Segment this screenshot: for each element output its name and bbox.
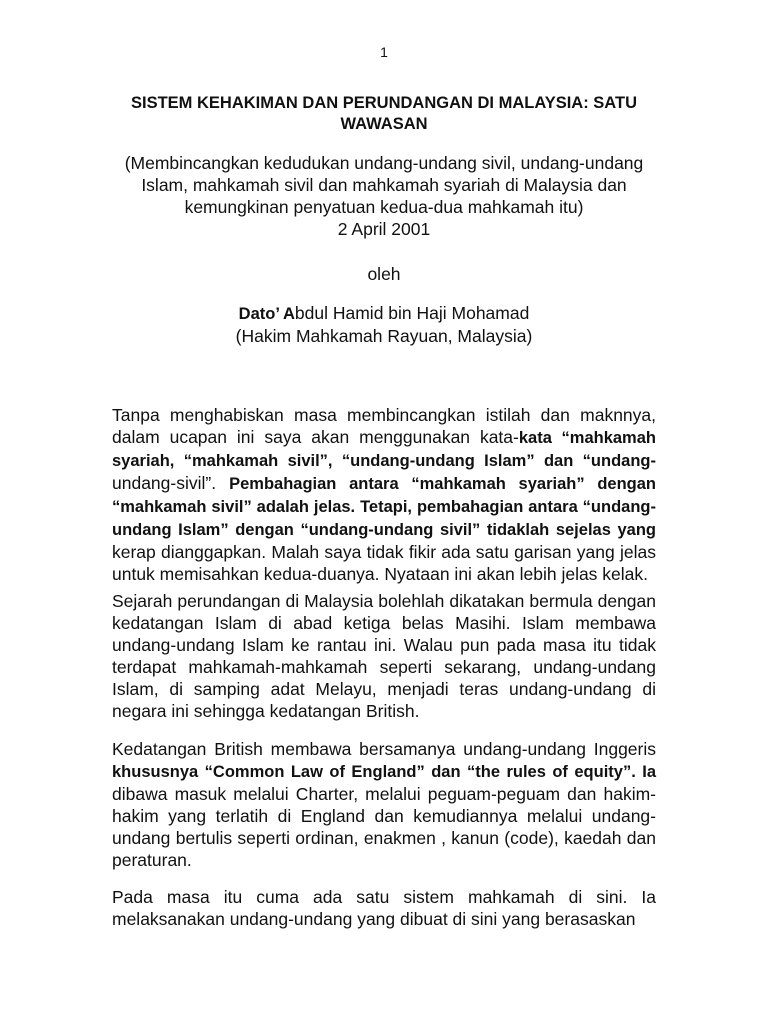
by-label: oleh <box>367 264 401 284</box>
bold-text: khususnya “Common Law of England” dan “the rules of equity”. Ia <box>112 763 656 781</box>
author-block <box>90 302 678 347</box>
author-name-rest: bdul Hamid bin Haji Mohamad <box>294 303 530 323</box>
page-number: 1 <box>380 44 388 60</box>
text-span: undang-sivil”. <box>112 473 230 493</box>
paragraph-1 <box>112 404 656 585</box>
document-subtitle <box>90 152 678 240</box>
bold-text: kata “mahkamah syariah, “mahkamah sivil”, “undang-undang Islam” dan “undang- <box>112 429 656 470</box>
author-name <box>90 302 678 325</box>
paragraph-4: Pada masa itu cuma ada satu sistem mahkamah di sini. Ia melaksanakan undang-undang yang dibuat di sini yang berasaskan <box>112 887 656 929</box>
bold-text: Pembahagian antara “mahkamah syariah” dengan “mahkamah sivil” adalah jelas. Tetapi, pembahagian antara “undang-undang Islam” dengan “undang-undang sivil” tidaklah sejelas yang <box>112 475 656 539</box>
document-title: SISTEM KEHAKIMAN DAN PERUNDANGAN DI MALAYSIA: SATU WAWASAN <box>130 94 637 133</box>
paragraph-2: Sejarah perundangan di Malaysia bolehlah dikatakan bermula dengan kedatangan Islam di abad ketiga belas Masihi. Islam membawa undang-undang Islam ke rantau ini. Walau pun pada masa itu tidak terdapat mahkamah-mahkamah seperti sekarang, undang-undang Islam, di samping adat Melayu, menjadi teras undang-undang di negara ini sehingga kedatangan British. <box>112 591 656 721</box>
subtitle-line: (Membincangkan kedudukan undang-undang sivil, undang-undang <box>124 153 644 173</box>
subtitle-line: Islam, mahkamah sivil dan mahkamah syariah di Malaysia dan <box>141 175 627 195</box>
author-position: (Hakim Mahkamah Rayuan, Malaysia) <box>235 326 533 346</box>
text-span: kerap dianggapkan. Malah saya tidak fikir ada satu garisan yang jelas untuk memisahkan kedua-duanya. Nyataan ini akan lebih jelas kelak. <box>112 542 656 584</box>
subtitle-line: kemungkinan penyatuan kedua-dua mahkamah itu) <box>184 197 584 217</box>
document-date: 2 April 2001 <box>337 219 431 239</box>
text-span: Tanpa menghabiskan masa membincangkan istilah dan maknnya, dalam ucapan ini saya akan menggunakan kata- <box>112 405 656 447</box>
paragraph-3 <box>112 738 656 871</box>
text-span: dibawa masuk melalui Charter, melalui peguam-peguam dan hakim-hakim yang terlatih di England dan kemudiannya melalui undang-undang bertulis seperti ordinan, enakmen , kanun (code), kaedah dan peraturan. <box>112 784 656 870</box>
text-span: Kedatangan British membawa bersamanya undang-undang Inggeris <box>112 739 656 759</box>
author-honorific: Dato’ A <box>238 305 295 323</box>
